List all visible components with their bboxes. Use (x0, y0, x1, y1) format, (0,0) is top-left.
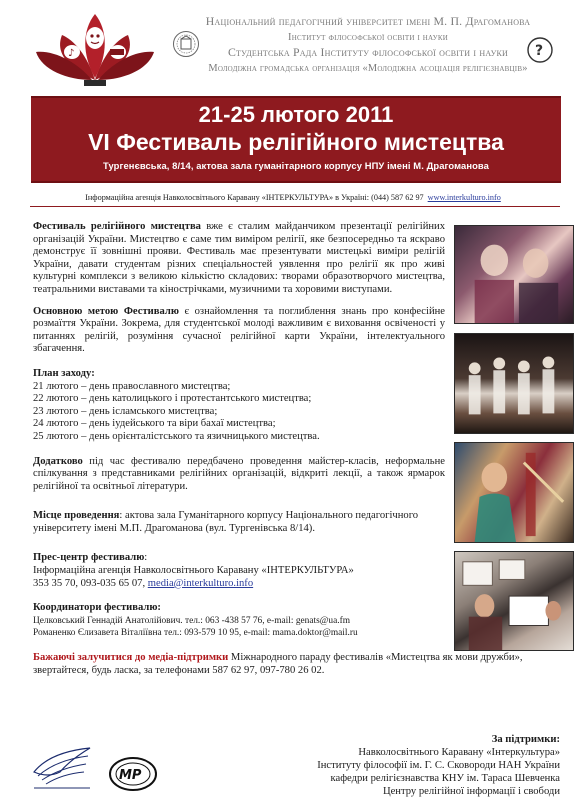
organizers-header (168, 14, 568, 76)
photo-exhibition (454, 551, 574, 651)
main-content (33, 221, 523, 686)
organizer-university: Національний педагогічний університет імені М. П. Драгоманова (205, 14, 531, 28)
supporter-line: Інституту філософії ім. Г. С. Сковороди НАН України (317, 760, 560, 771)
festival-title: VI Фестиваль релігійного мистецтва (88, 129, 504, 155)
supporter-line: Навколосвітнього Каравану «Інтеркультура» (358, 747, 560, 758)
coordinators-title: Координатори фестивалю: (33, 602, 161, 614)
coordinator-line: Романенко Єлизавета Віталіївна тел.: 093-579 10 95, e-mail: mama.doktor@mail.ru (33, 628, 358, 639)
photo-oriental-performer (454, 442, 574, 543)
coordinators (33, 602, 445, 640)
press-phones: 353 35 70, 093-035 65 07, (33, 577, 148, 589)
divider (30, 206, 560, 207)
extra-paragraph (33, 456, 445, 494)
goal-lead: Основною метою Фестивалю (33, 305, 179, 317)
mar-logo (108, 754, 158, 794)
intro-text: вже є сталим майданчиком презентації релігійних організацій України. Мистецтво є саме тим виміром релігії, яке безпосередньо та яскраво демонструє її зовнішні прояви. Фестиваль має презентувати мистецькі виміри релігій України, давати студентам різних спеціальностей уявлення про релігії як про живі культурні комплекси з великою кількістю складових: творами образотворчого мистецтва, театральними виставами та кінострічками, музичними та хоровими виступами. (33, 221, 446, 295)
organizer-institute: Інститут філософської освіти і науки (288, 31, 448, 43)
goal-paragraph (33, 306, 445, 356)
svg-text:MP: MP (119, 768, 142, 783)
plan-item: 24 лютого – день іудейського та віри бахаї мистецтва; (33, 418, 276, 430)
media-lead: Бажаючі залучитися до медіа-підтримки (33, 652, 229, 664)
festival-logo (32, 10, 158, 90)
organizer-student-council: Студентська Рада Інституту філософської освіти і науки (227, 45, 509, 59)
press-title-suffix: : (144, 552, 148, 564)
plan-item: 23 лютого – день ісламського мистецтва; (33, 405, 218, 417)
place-paragraph (33, 510, 445, 535)
media-text: Міжнародного параду фестивалів «Мистецтва як мови дружби», звертайтеся, будь ласка, за телефонами 587 62 97, 097-780 26 02. (33, 652, 523, 676)
agency-info (28, 193, 558, 202)
extra-text: під час фестивалю передбачено проведення майстер-класів, неформальне спілкування з представниками релігійних організацій, відкриті лекції, а також ярмарок релігійної та освітньої літератури. (33, 455, 445, 492)
place-text: : актова зала Гуманітарного корпусу Національного педагогічного університету імені М.П. Драгоманова (вул. Тургенівська 8/14). (33, 510, 419, 534)
extra-lead: Додатково (33, 455, 83, 467)
photo-orthodox-choir (454, 225, 574, 324)
press-center (33, 552, 445, 590)
svg-text:♪: ♪ (68, 48, 75, 59)
supporter-line: Центру релігійної інформації і свободи (382, 786, 560, 797)
festival-venue: Тургенєвська, 8/14, актова зала гуманітарного корпусу НПУ імені М. Драгоманова (103, 160, 489, 171)
svg-text:?: ? (535, 43, 544, 59)
organizer-youth-association: Молодіжна громадська організація «Молодіжна асоціація релігієзнавців» (208, 62, 528, 74)
support-block (270, 733, 560, 798)
agency-text: Інформаційна агенція Навколосвітнього Каравану «ІНТЕРКУЛЬТУРА» в Україні: (044) 587 62 97 (85, 193, 424, 202)
agency-website-link[interactable]: www.interkulturo.info (427, 193, 501, 202)
plan-item: 25 лютого – день орієнталістського та язичницького мистецтва. (33, 430, 320, 442)
place-lead: Місце проведення (33, 510, 120, 522)
supporter-line: кафедри релігієзнавства КНУ ім. Тараса Шевченка (330, 773, 560, 784)
press-title: Прес-центр фестивалю (33, 552, 145, 564)
press-org: Інформаційна агенція Навколосвітнього Каравану «ІНТЕРКУЛЬТУРА» (33, 565, 354, 577)
plan-item: 22 лютого – день католицького і протестантського мистецтва; (33, 393, 312, 405)
goal-text: є ознайомлення та поглиблення знань про конфесійне розмаїття України. Зокрема, для студентської молоді важливим є виховання освіченості у питаннях релігій, розуміння сучасної релігійної карти України, інтелектуального збагачення. (33, 305, 445, 355)
intro-lead: Фестиваль релігійного мистецтва (33, 221, 201, 232)
festival-dates: 21-25 лютого 2011 (198, 102, 394, 127)
plan-item: 21 лютого – день православного мистецтва; (33, 380, 231, 392)
support-title: За підтримки: (491, 734, 560, 745)
photo-dancers (454, 333, 574, 434)
media-support-paragraph (33, 652, 573, 677)
coordinator-line: Целковський Геннадій Анатолійович. тел.: 063 -438 57 76, e-mail: genats@ua.fm (33, 615, 351, 626)
press-email-link[interactable]: media@interkulturo.info (147, 577, 254, 589)
caravan-logo (30, 742, 96, 792)
plan-title: План заходу: (33, 367, 95, 379)
festival-banner (31, 96, 561, 183)
intro-paragraph (33, 221, 445, 297)
